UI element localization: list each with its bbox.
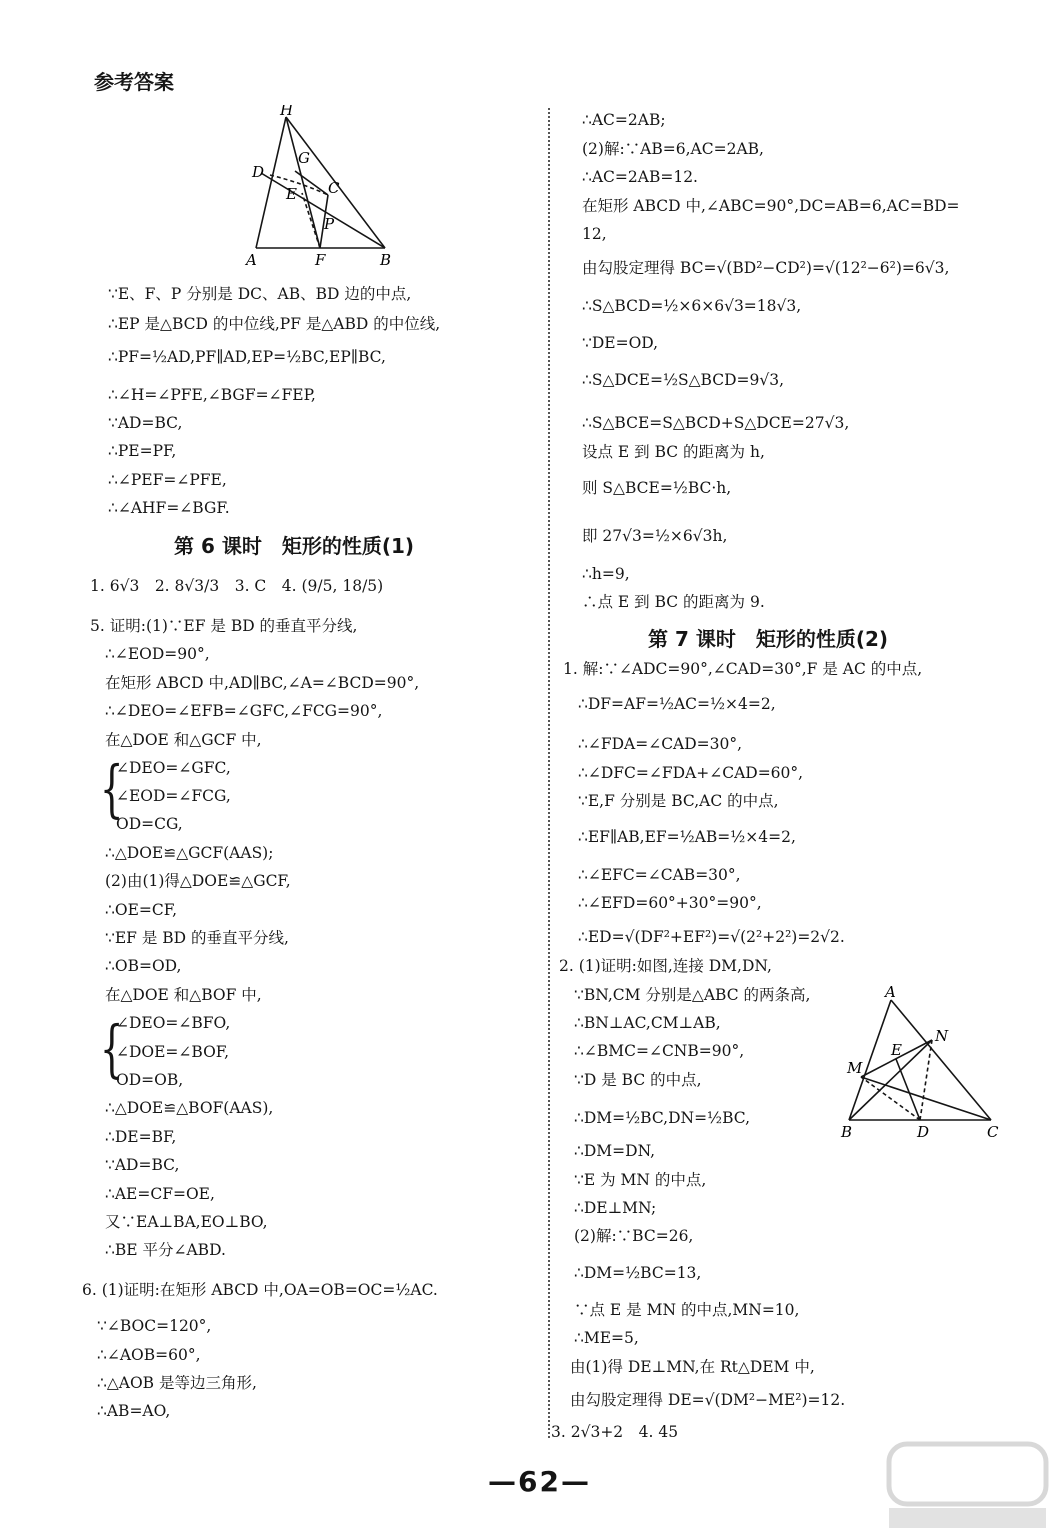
right-line: ∴S△BCD=½×6×6√3=18√3, [582,297,802,315]
left-line: ∴PE=PF, [108,442,177,460]
left-line: (2)由(1)得△DOE≌△GCF, [105,872,291,890]
right-line: 即 27√3=½×6√3h, [582,527,728,545]
left-line: ∴∠AOB=60°, [97,1346,201,1364]
left-line: ∠DEO=∠GFC, [116,759,231,777]
fig2-label-n: N [935,1027,949,1045]
right-line: ∴DF=AF=½AC=½×4=2, [578,695,776,713]
right-line: ∴DM=½BC=13, [574,1264,702,1282]
left-line: ∴∠DEO=∠EFB=∠GFC,∠FCG=90°, [105,702,383,720]
right-line: 在矩形 ABCD 中,∠ABC=90°,DC=AB=6,AC=BD= [582,197,960,215]
left-line: 在△DOE 和△BOF 中, [105,986,262,1004]
right-line: ∵点 E 是 MN 的中点,MN=10, [574,1301,800,1319]
right-line: ∴AC=2AB; [582,111,666,129]
right-line: ∴BN⊥AC,CM⊥AB, [574,1014,721,1032]
fig1-label-f: F [315,251,326,269]
right-line: ∴S△BCE=S△BCD+S△DCE=27√3, [582,414,850,432]
left-line: ∠EOD=∠FCG, [116,787,231,805]
left-line: ∴AE=CF=OE, [105,1185,215,1203]
right-line: ∴点 E 到 BC 的距离为 9. [582,593,765,611]
left-line: 6. (1)证明:在矩形 ABCD 中,OA=OB=OC=½AC. [82,1281,438,1299]
right-line: ∴S△DCE=½S△BCD=9√3, [582,371,785,389]
left-line: ∴△DOE≌△BOF(AAS), [105,1099,274,1117]
fig2-label-a: A [885,985,896,1001]
right-line: 由勾股定理得 DE=√(DM²−ME²)=12. [570,1391,846,1409]
left-line: ∴∠EOD=90°, [105,645,210,663]
right-line: 3. 2√3+2 4. 45 [551,1423,679,1441]
right-line: ∴DM=DN, [574,1142,656,1160]
right-line: 由勾股定理得 BC=√(BD²−CD²)=√(12²−6²)=6√3, [582,259,950,277]
right-line: ∴∠BMC=∠CNB=90°, [574,1042,745,1060]
right-line: 则 S△BCE=½BC·h, [582,479,732,497]
fig2-label-d: D [917,1123,930,1141]
left-line: 在△DOE 和△GCF 中, [105,731,262,749]
left-line: ∠DOE=∠BOF, [116,1043,230,1061]
left-line: ∴△DOE≌△GCF(AAS); [105,844,274,862]
fig2-label-m: M [847,1059,863,1077]
left-line: 5. 证明:(1)∵EF 是 BD 的垂直平分线, [90,617,358,635]
system-brace-2: { [99,1012,124,1085]
right-line: (2)解:∵AB=6,AC=2AB, [582,140,764,158]
left-line: ∴∠AHF=∠BGF. [108,499,230,517]
left-line: ∠DEO=∠BFO, [116,1014,231,1032]
fig1-label-c: C [328,179,340,197]
right-line: ∵D 是 BC 的中点, [574,1071,702,1089]
page-header: 参考答案 [94,70,174,94]
right-line: ∵E,F 分别是 BC,AC 的中点, [578,792,779,810]
left-line: 在矩形 ABCD 中,AD∥BC,∠A=∠BCD=90°, [105,674,420,692]
left-line: ∵∠BOC=120°, [97,1317,212,1335]
fig1-label-e: E [286,185,297,203]
left-line: 1. 6√3 2. 8√3/3 3. C 4. (9/5, 18/5) [90,577,384,595]
left-line: OD=OB, [116,1071,184,1089]
left-line: ∵E、F、P 分别是 DC、AB、BD 边的中点, [108,285,412,303]
left-line: ∴DE=BF, [105,1128,177,1146]
right-line: ∵DE=OD, [582,334,659,352]
right-line: ∴ED=√(DF²+EF²)=√(2²+2²)=2√2. [578,928,845,946]
figure-triangle-hab [240,105,410,270]
fig2-label-b: B [841,1123,853,1141]
right-line: ∴∠DFC=∠FDA+∠CAD=60°, [578,764,804,782]
right-line: 由(1)得 DE⊥MN,在 Rt△DEM 中, [570,1358,815,1376]
left-line: ∴AB=AO, [97,1402,171,1420]
left-line: ∵AD=BC, [108,414,183,432]
watermark-logo-icon [885,1440,1050,1532]
right-line: 设点 E 到 BC 的距离为 h, [582,443,765,461]
fig1-label-a: A [246,251,257,269]
left-line: ∴△AOB 是等边三角形, [97,1374,257,1392]
left-line: ∴OB=OD, [105,957,182,975]
right-line: ∴h=9, [582,565,630,583]
left-line: 又∵EA⊥BA,EO⊥BO, [105,1213,268,1231]
right-line: ∴∠EFC=∠CAB=30°, [578,866,741,884]
right-line: ∵BN,CM 分别是△ABC 的两条高, [574,986,811,1004]
right-line: ∴DE⊥MN; [574,1199,657,1217]
fig1-label-b: B [380,251,392,269]
section6-title: 第 6 课时 矩形的性质(1) [174,534,415,558]
fig2-label-c: C [987,1123,999,1141]
fig1-label-g: G [298,149,310,167]
right-line: 2. (1)证明:如图,连接 DM,DN, [559,957,772,975]
section7-title: 第 7 课时 矩形的性质(2) [648,627,889,651]
right-line: 1. 解:∵∠ADC=90°,∠CAD=30°,F 是 AC 的中点, [563,660,923,678]
right-line: 12, [582,225,607,243]
system-brace-1: { [99,752,124,825]
left-line: ∴PF=½AD,PF∥AD,EP=½BC,EP∥BC, [108,348,386,366]
right-line: ∵E 为 MN 的中点, [574,1171,707,1189]
right-line: ∴AC=2AB=12. [582,168,698,186]
left-line: ∴∠H=∠PFE,∠BGF=∠FEP, [108,386,316,404]
page-number: —62— [488,1465,591,1498]
right-line: (2)解:∵BC=26, [574,1227,694,1245]
left-line: ∴OE=CF, [105,901,177,919]
left-line: ∴BE 平分∠ABD. [105,1241,226,1259]
left-line: OD=CG, [116,815,183,833]
fig1-label-p: P [324,215,335,233]
left-line: ∵AD=BC, [105,1156,180,1174]
left-line: ∵EF 是 BD 的垂直平分线, [105,929,289,947]
fig1-label-d: D [252,163,265,181]
figure-triangle-abc [835,985,1015,1150]
right-line: ∴EF∥AB,EF=½AB=½×4=2, [578,828,796,846]
right-line: ∴DM=½BC,DN=½BC, [574,1109,750,1127]
fig2-label-e: E [891,1041,902,1059]
column-divider [548,108,550,1438]
right-line: ∴∠EFD=60°+30°=90°, [578,894,762,912]
right-line: ∴ME=5, [574,1329,639,1347]
left-line: ∴∠PEF=∠PFE, [108,471,227,489]
left-line: ∴EP 是△BCD 的中位线,PF 是△ABD 的中位线, [108,315,441,333]
fig1-label-h: H [280,105,294,119]
right-line: ∴∠FDA=∠CAD=30°, [578,735,743,753]
